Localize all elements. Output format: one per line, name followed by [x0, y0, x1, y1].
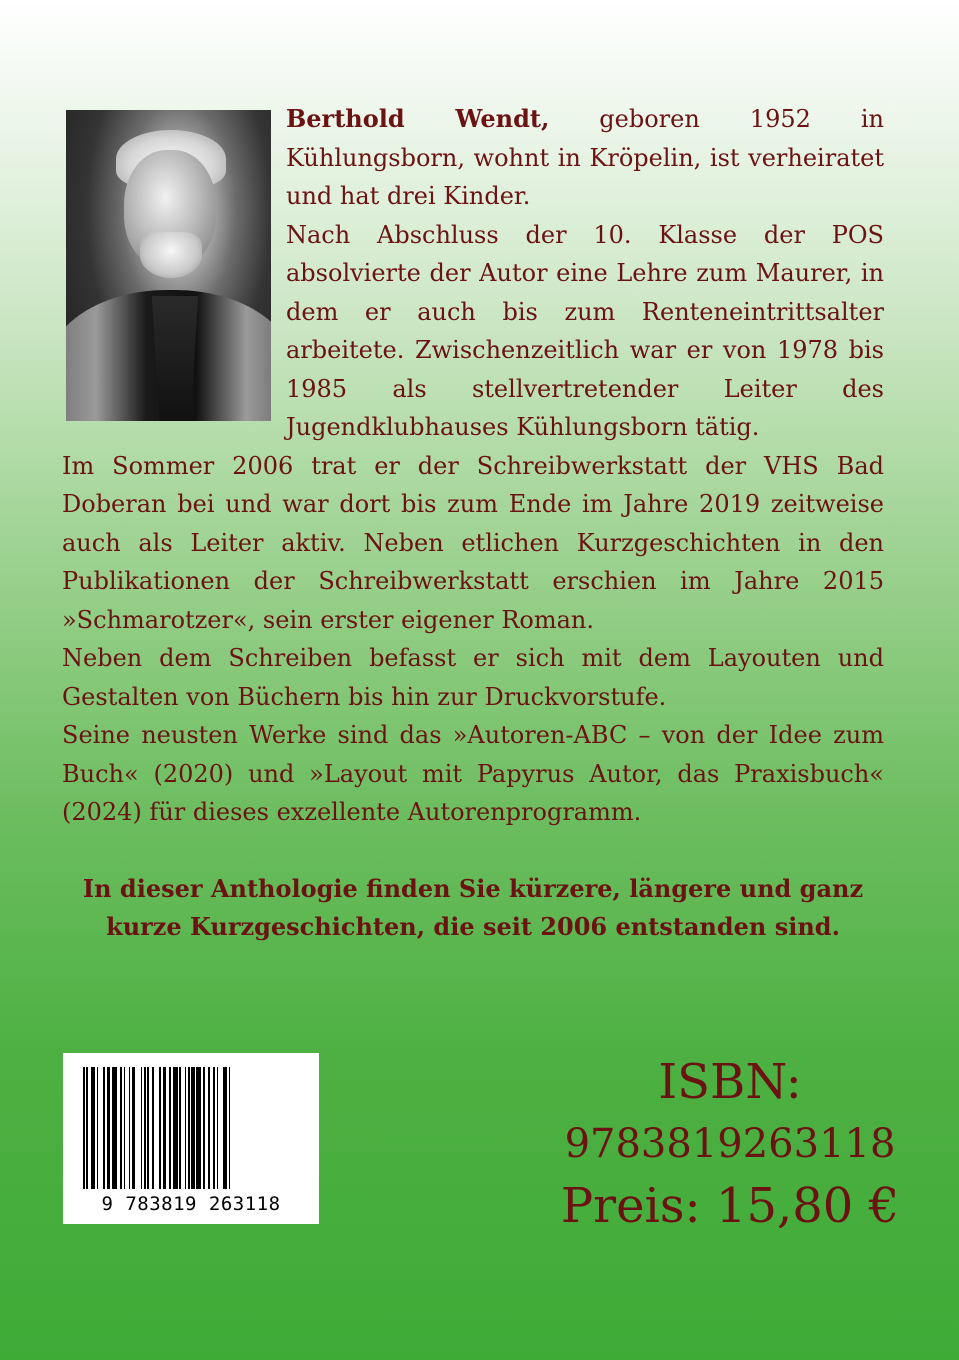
photo-spacer	[62, 100, 286, 422]
barcode-digits: 9 783819 263118	[101, 1193, 281, 1215]
author-name: Berthold Wendt,	[286, 104, 550, 133]
anthology-note: In dieser Anthologie finden Sie kürzere, längere und ganz kurze Kurzgeschichten, die seit 2006 entstanden sind.	[82, 874, 864, 941]
barcode	[63, 1053, 319, 1224]
isbn-block	[560, 1050, 900, 1238]
author-bio	[62, 100, 884, 832]
bio-paragraph-2: Nach Abschluss der 10. Klasse der POS absolvierte der Autor eine Lehre zum Maurer, in dem er auch bis zum Renteneintrittsalter arbeitete. Zwischenzeitlich war er von 1978 bis 1985 als stellvertretender Leiter des Jugendklubhauses Kühlungsborn tätig.	[286, 220, 884, 441]
isbn-number: 9783819263118	[564, 1121, 896, 1167]
barcode-bars	[83, 1067, 303, 1189]
isbn-label: ISBN:	[658, 1054, 802, 1110]
barcode-gap	[230, 1067, 232, 1189]
bio-text-1: geboren 1952 in Kühlungsborn, wohnt in Kröpelin, ist verheiratet und hat drei Kinder.	[286, 105, 884, 210]
price: Preis: 15,80 €	[560, 1178, 900, 1234]
bio-paragraph-5: Seine neusten Werke sind das »Autoren-ABC – von der Idee zum Buch« (2020) und »Layout mit Papyrus Autor, das Praxisbuch« (2024) für dieses exzellente Autorenprogramm.	[62, 721, 884, 826]
bio-paragraph-4: Neben dem Schreiben befasst er sich mit dem Layouten und Gestalten von Büchern bis hin zur Druckvorstufe.	[62, 644, 884, 711]
bio-paragraph-3: Im Sommer 2006 trat er der Schreibwerkstatt der VHS Bad Doberan bei und war dort bis zum Ende im Jahre 2019 zeitweise auch als Leiter aktiv. Neben etlichen Kurzgeschichten in den Publikationen der Schreibwerkstatt erschien im Jahre 2015 »Schmarotzer«, sein erster eigener Roman.	[62, 451, 884, 634]
